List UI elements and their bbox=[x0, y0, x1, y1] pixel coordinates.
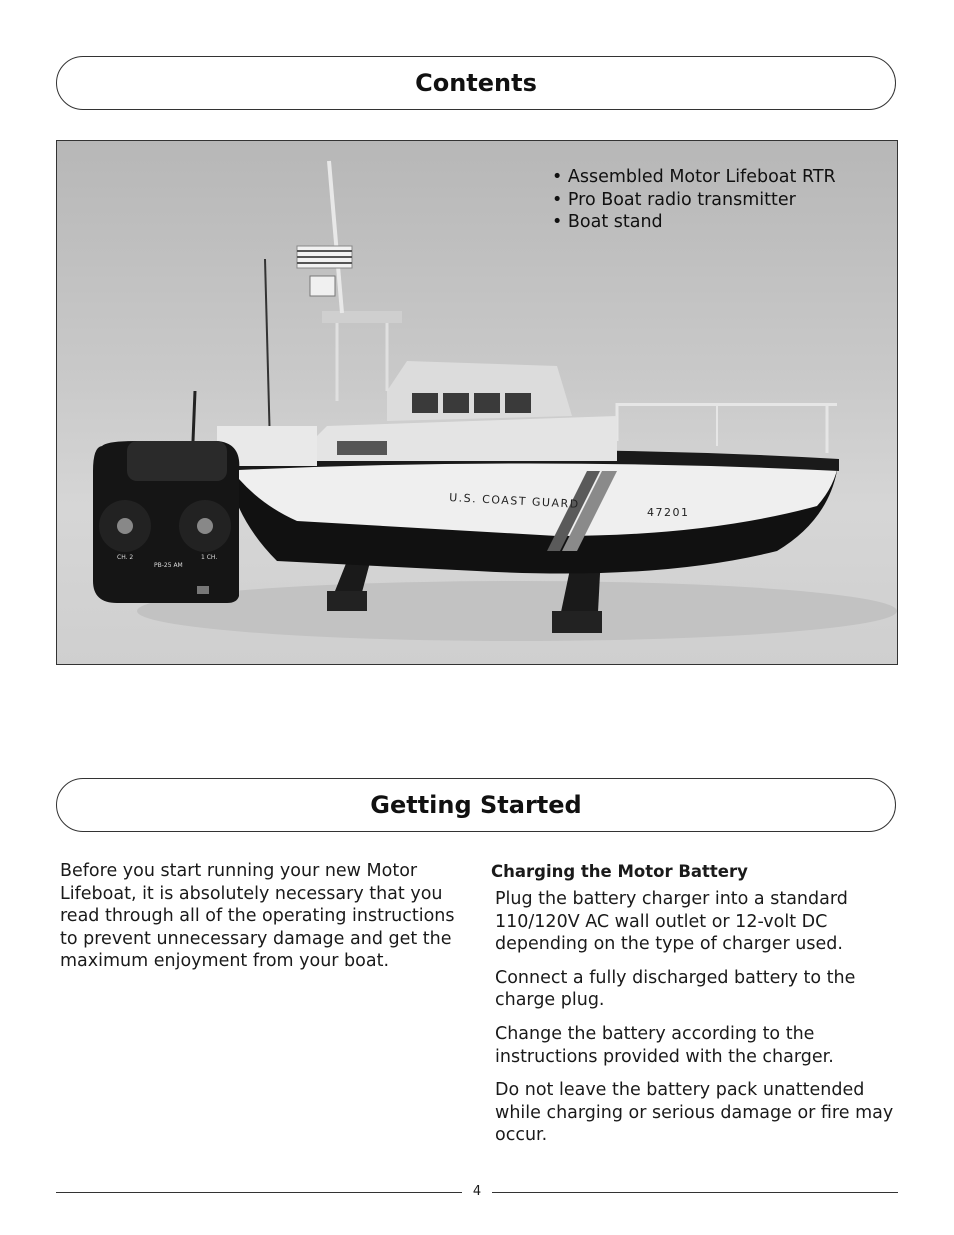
charging-paragraph: Change the battery according to the instructions provided with the charger. bbox=[495, 1023, 834, 1067]
charging-paragraph: Connect a fully discharged battery to the charge plug. bbox=[495, 967, 856, 1011]
charging-paragraph: Plug the battery charger into a standard 110/120V AC wall outlet or 12-volt DC depending on the type of charger used. bbox=[495, 889, 848, 955]
transmitter-ch2-label: CH. 2 bbox=[117, 554, 134, 561]
footer-rule-left bbox=[56, 1192, 462, 1193]
charging-instructions bbox=[495, 888, 900, 1158]
list-item: • Pro Boat radio transmitter bbox=[552, 189, 836, 212]
hull-number: 47201 bbox=[647, 506, 690, 519]
page-number: 4 bbox=[472, 1184, 482, 1199]
contents-title: Contents bbox=[415, 69, 537, 97]
intro-paragraph: Before you start running your new Motor Lifeboat, it is absolutely necessary that you read through all of the operating instructions to prevent unnecessary damage and get the maximum enjoyment from your boat. bbox=[60, 861, 455, 972]
hull-text: U.S. COAST GUARD bbox=[448, 491, 580, 511]
contents-header bbox=[56, 56, 896, 110]
contents-list bbox=[552, 166, 836, 234]
transmitter-model-label: PB-25 AM bbox=[154, 562, 183, 569]
list-item: • Assembled Motor Lifeboat RTR bbox=[552, 166, 836, 189]
list-item: • Boat stand bbox=[552, 211, 836, 234]
charging-title: Charging the Motor Battery bbox=[491, 862, 748, 881]
transmitter-ch1-label: 1 CH. bbox=[201, 554, 218, 561]
footer-rule-right bbox=[492, 1192, 898, 1193]
getting-started-header bbox=[56, 778, 896, 832]
charging-paragraph: Do not leave the battery pack unattended while charging or serious damage or fire may occur. bbox=[495, 1080, 894, 1146]
getting-started-title: Getting Started bbox=[370, 791, 582, 819]
